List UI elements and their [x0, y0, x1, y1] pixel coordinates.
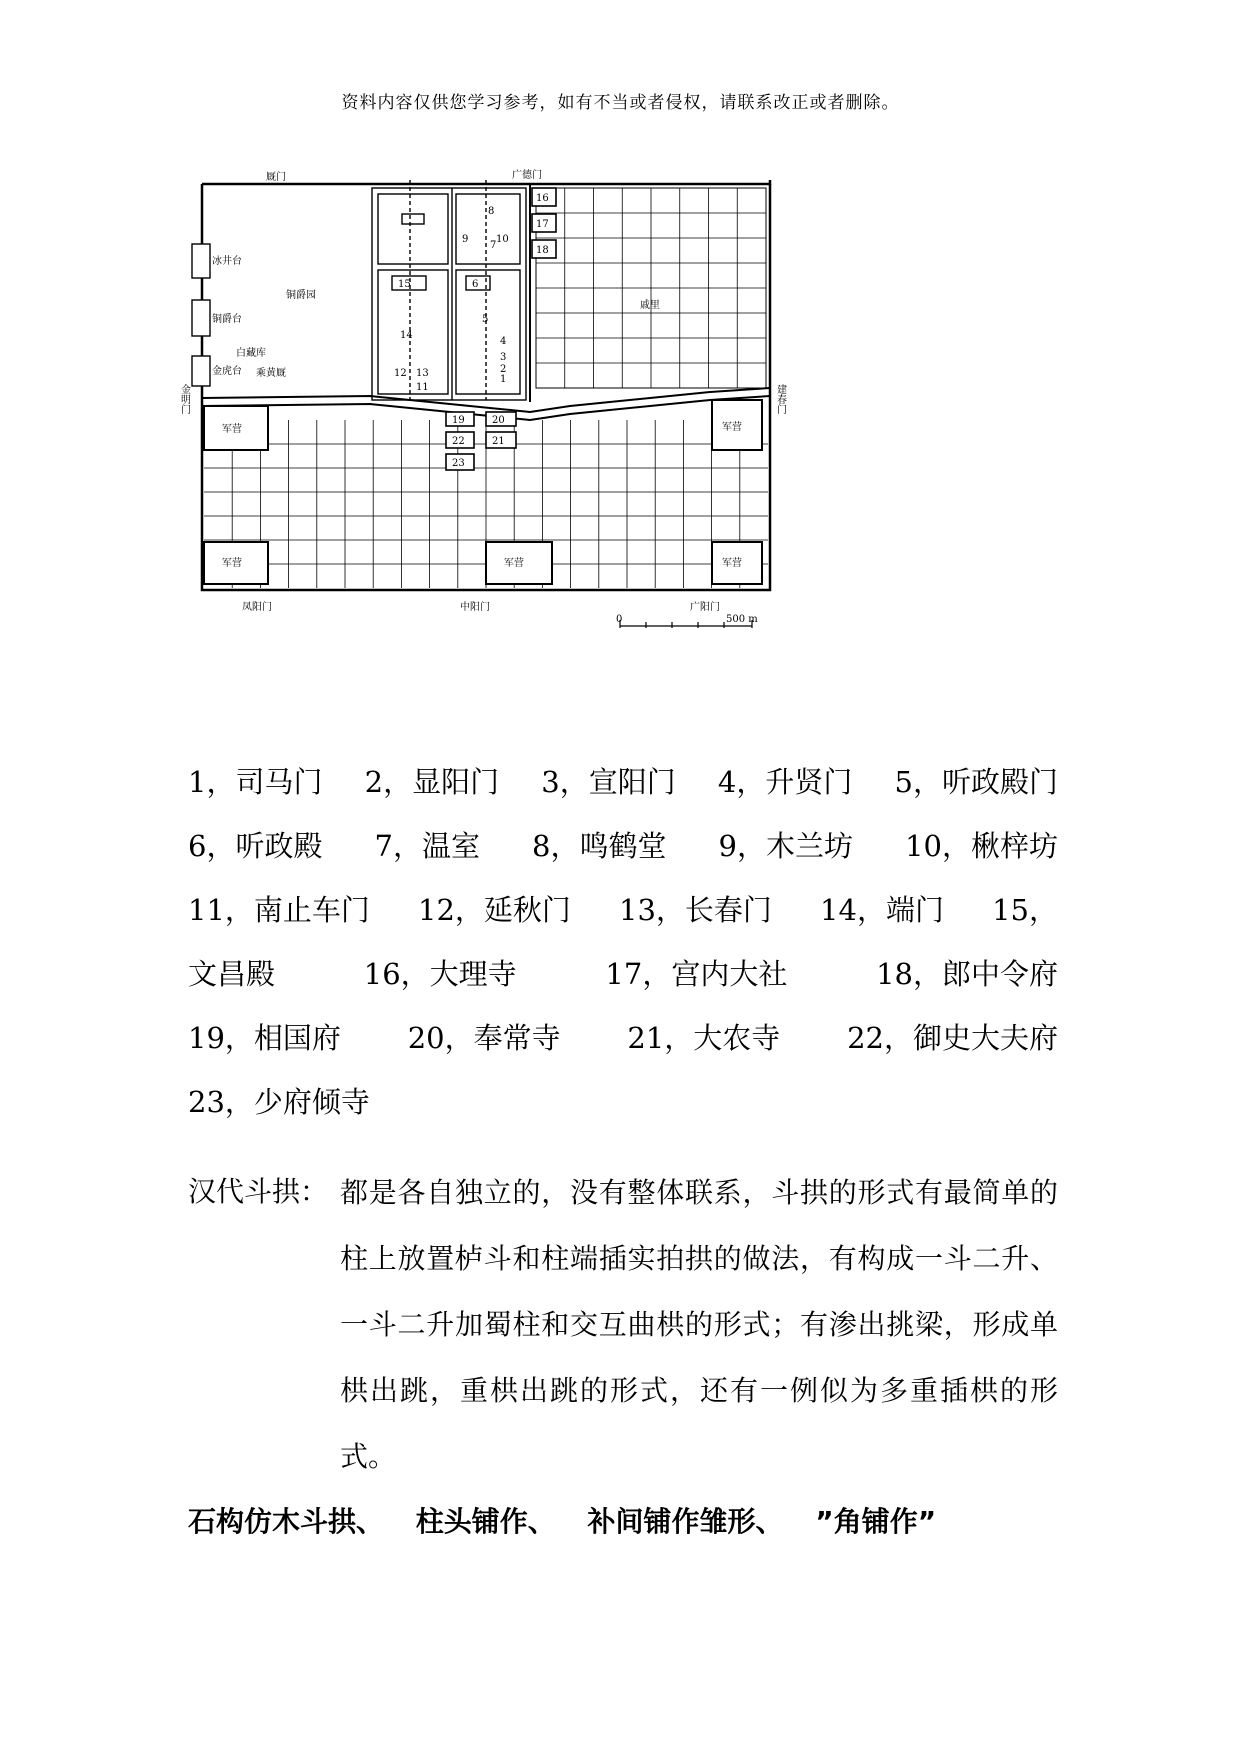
- paragraph-label: 汉代斗拱：: [188, 1175, 329, 1208]
- legend-item: 9，木兰坊: [718, 829, 853, 863]
- map-number: 14: [400, 330, 413, 341]
- tower-label: 金虎台: [212, 366, 242, 377]
- area-label: 戚里: [640, 300, 660, 311]
- legend-item: 23，少府倾寺: [188, 1085, 370, 1119]
- gate-label: 广德门: [512, 170, 542, 181]
- map-number: 8: [488, 206, 495, 217]
- map-number: 3: [500, 352, 507, 363]
- legend-item: 10，楸梓坊: [905, 829, 1058, 863]
- map-number: 18: [536, 245, 549, 256]
- map-number: 1: [500, 374, 507, 385]
- legend-item: 3，宣阳门: [541, 765, 676, 799]
- map-number: 22: [452, 436, 465, 447]
- legend-item: 18，郎中令府: [876, 957, 1058, 991]
- map-number: 16: [536, 193, 549, 204]
- section-heading: [188, 1500, 958, 1540]
- west-towers: [192, 244, 210, 386]
- gate-label: 厩门: [266, 172, 286, 183]
- barracks-label: 军营: [722, 558, 742, 569]
- gate-label: 中阳门: [460, 602, 490, 613]
- map-number: 2: [500, 364, 507, 375]
- legend-item: 6，听政殿: [188, 829, 323, 863]
- map-number: 10: [496, 234, 509, 245]
- scale-zero: 0: [616, 614, 623, 625]
- legend-row: [188, 1006, 1058, 1070]
- heading-item: 柱头铺作、: [415, 1505, 556, 1538]
- city-plan-figure: [178, 170, 1090, 720]
- map-number: 17: [536, 219, 549, 230]
- map-number: 21: [492, 436, 505, 447]
- legend-item: 5，听政殿门: [894, 765, 1058, 799]
- tower-label: 铜爵台: [212, 314, 242, 325]
- legend-item: 13，长春门: [619, 893, 772, 927]
- map-number: 23: [452, 458, 465, 469]
- map-number: 9: [462, 234, 469, 245]
- gate-label: 金明门: [178, 384, 190, 414]
- legend-item: 19，相国府: [188, 1021, 341, 1055]
- legend-item: 4，升贤门: [717, 765, 853, 799]
- map-number: 7: [490, 240, 497, 251]
- legend-item: 11，南止车门: [188, 893, 370, 927]
- map-number: 6: [472, 279, 479, 290]
- barracks-label: 军营: [222, 558, 242, 569]
- legend-item: 21，大农寺: [627, 1021, 781, 1055]
- legend-list: [188, 750, 1058, 1134]
- legend-item: 12，延秋门: [418, 893, 571, 927]
- area-label: 乘黄厩: [256, 368, 286, 379]
- legend-item: 16，大理寺: [363, 957, 517, 991]
- legend-item: 14，端门: [820, 893, 944, 927]
- legend-row: [188, 1070, 1058, 1134]
- legend-item: 20，奉常寺: [407, 1021, 561, 1055]
- barracks-label: 军营: [504, 558, 524, 569]
- area-label: 白藏库: [236, 348, 266, 359]
- legend-row: [188, 942, 1058, 1006]
- tower-label: 冰井台: [212, 256, 242, 267]
- paragraph-text: 都是各自独立的，没有整体联系，斗拱的形式有最简单的柱上放置栌斗和柱端插实拍拱的做法，有构成一斗二升、 一斗二升加蜀柱和交互曲栱的形式；有渗出挑梁，形成单栱出跳，重栱出跳的形式，还有一例似为多重插栱的形式。: [340, 1176, 1058, 1473]
- numbered-boxes: [446, 188, 556, 470]
- gate-label: 凤阳门: [242, 602, 272, 613]
- scale-end: 500 m: [726, 614, 758, 625]
- legend-item: 15，: [992, 893, 1058, 927]
- map-number: 4: [500, 336, 507, 347]
- heading-item: ”角铺作”: [815, 1505, 937, 1538]
- legend-item: 7，温室: [374, 829, 480, 863]
- legend-item: 17，宫内大社: [605, 957, 788, 991]
- map-number: 5: [482, 314, 489, 325]
- area-label: 铜爵园: [286, 290, 316, 301]
- legend-row: [188, 814, 1058, 878]
- map-number: 12: [394, 368, 407, 379]
- legend-item: 8，鸣鹤堂: [532, 829, 667, 863]
- barracks-label: 军营: [722, 422, 742, 433]
- map-number: 13: [416, 368, 429, 379]
- map-number: 11: [416, 382, 429, 393]
- legend-item: 1，司马门: [188, 765, 323, 799]
- page-header: 资料内容仅供您学习参考，如有不当或者侵权，请联系改正或者删除。: [341, 93, 900, 113]
- legend-item: 文昌殿: [188, 957, 276, 991]
- legend-row: [188, 878, 1058, 942]
- legend-item: 22，御史大夫府: [847, 1021, 1058, 1055]
- legend-item: 2，显阳门: [364, 765, 500, 799]
- legend-row: [188, 750, 1058, 814]
- map-number: 19: [452, 415, 465, 426]
- map-number: 20: [492, 415, 505, 426]
- gate-label: 广阳门: [690, 602, 720, 613]
- city-plan-svg: [178, 170, 1090, 720]
- heading-item: 补间铺作雏形、: [587, 1505, 784, 1538]
- map-number: 15: [398, 279, 411, 290]
- heading-item: 石构仿木斗拱、: [188, 1505, 385, 1538]
- barracks-label: 军营: [222, 424, 242, 435]
- gate-label: 建春门: [774, 384, 786, 414]
